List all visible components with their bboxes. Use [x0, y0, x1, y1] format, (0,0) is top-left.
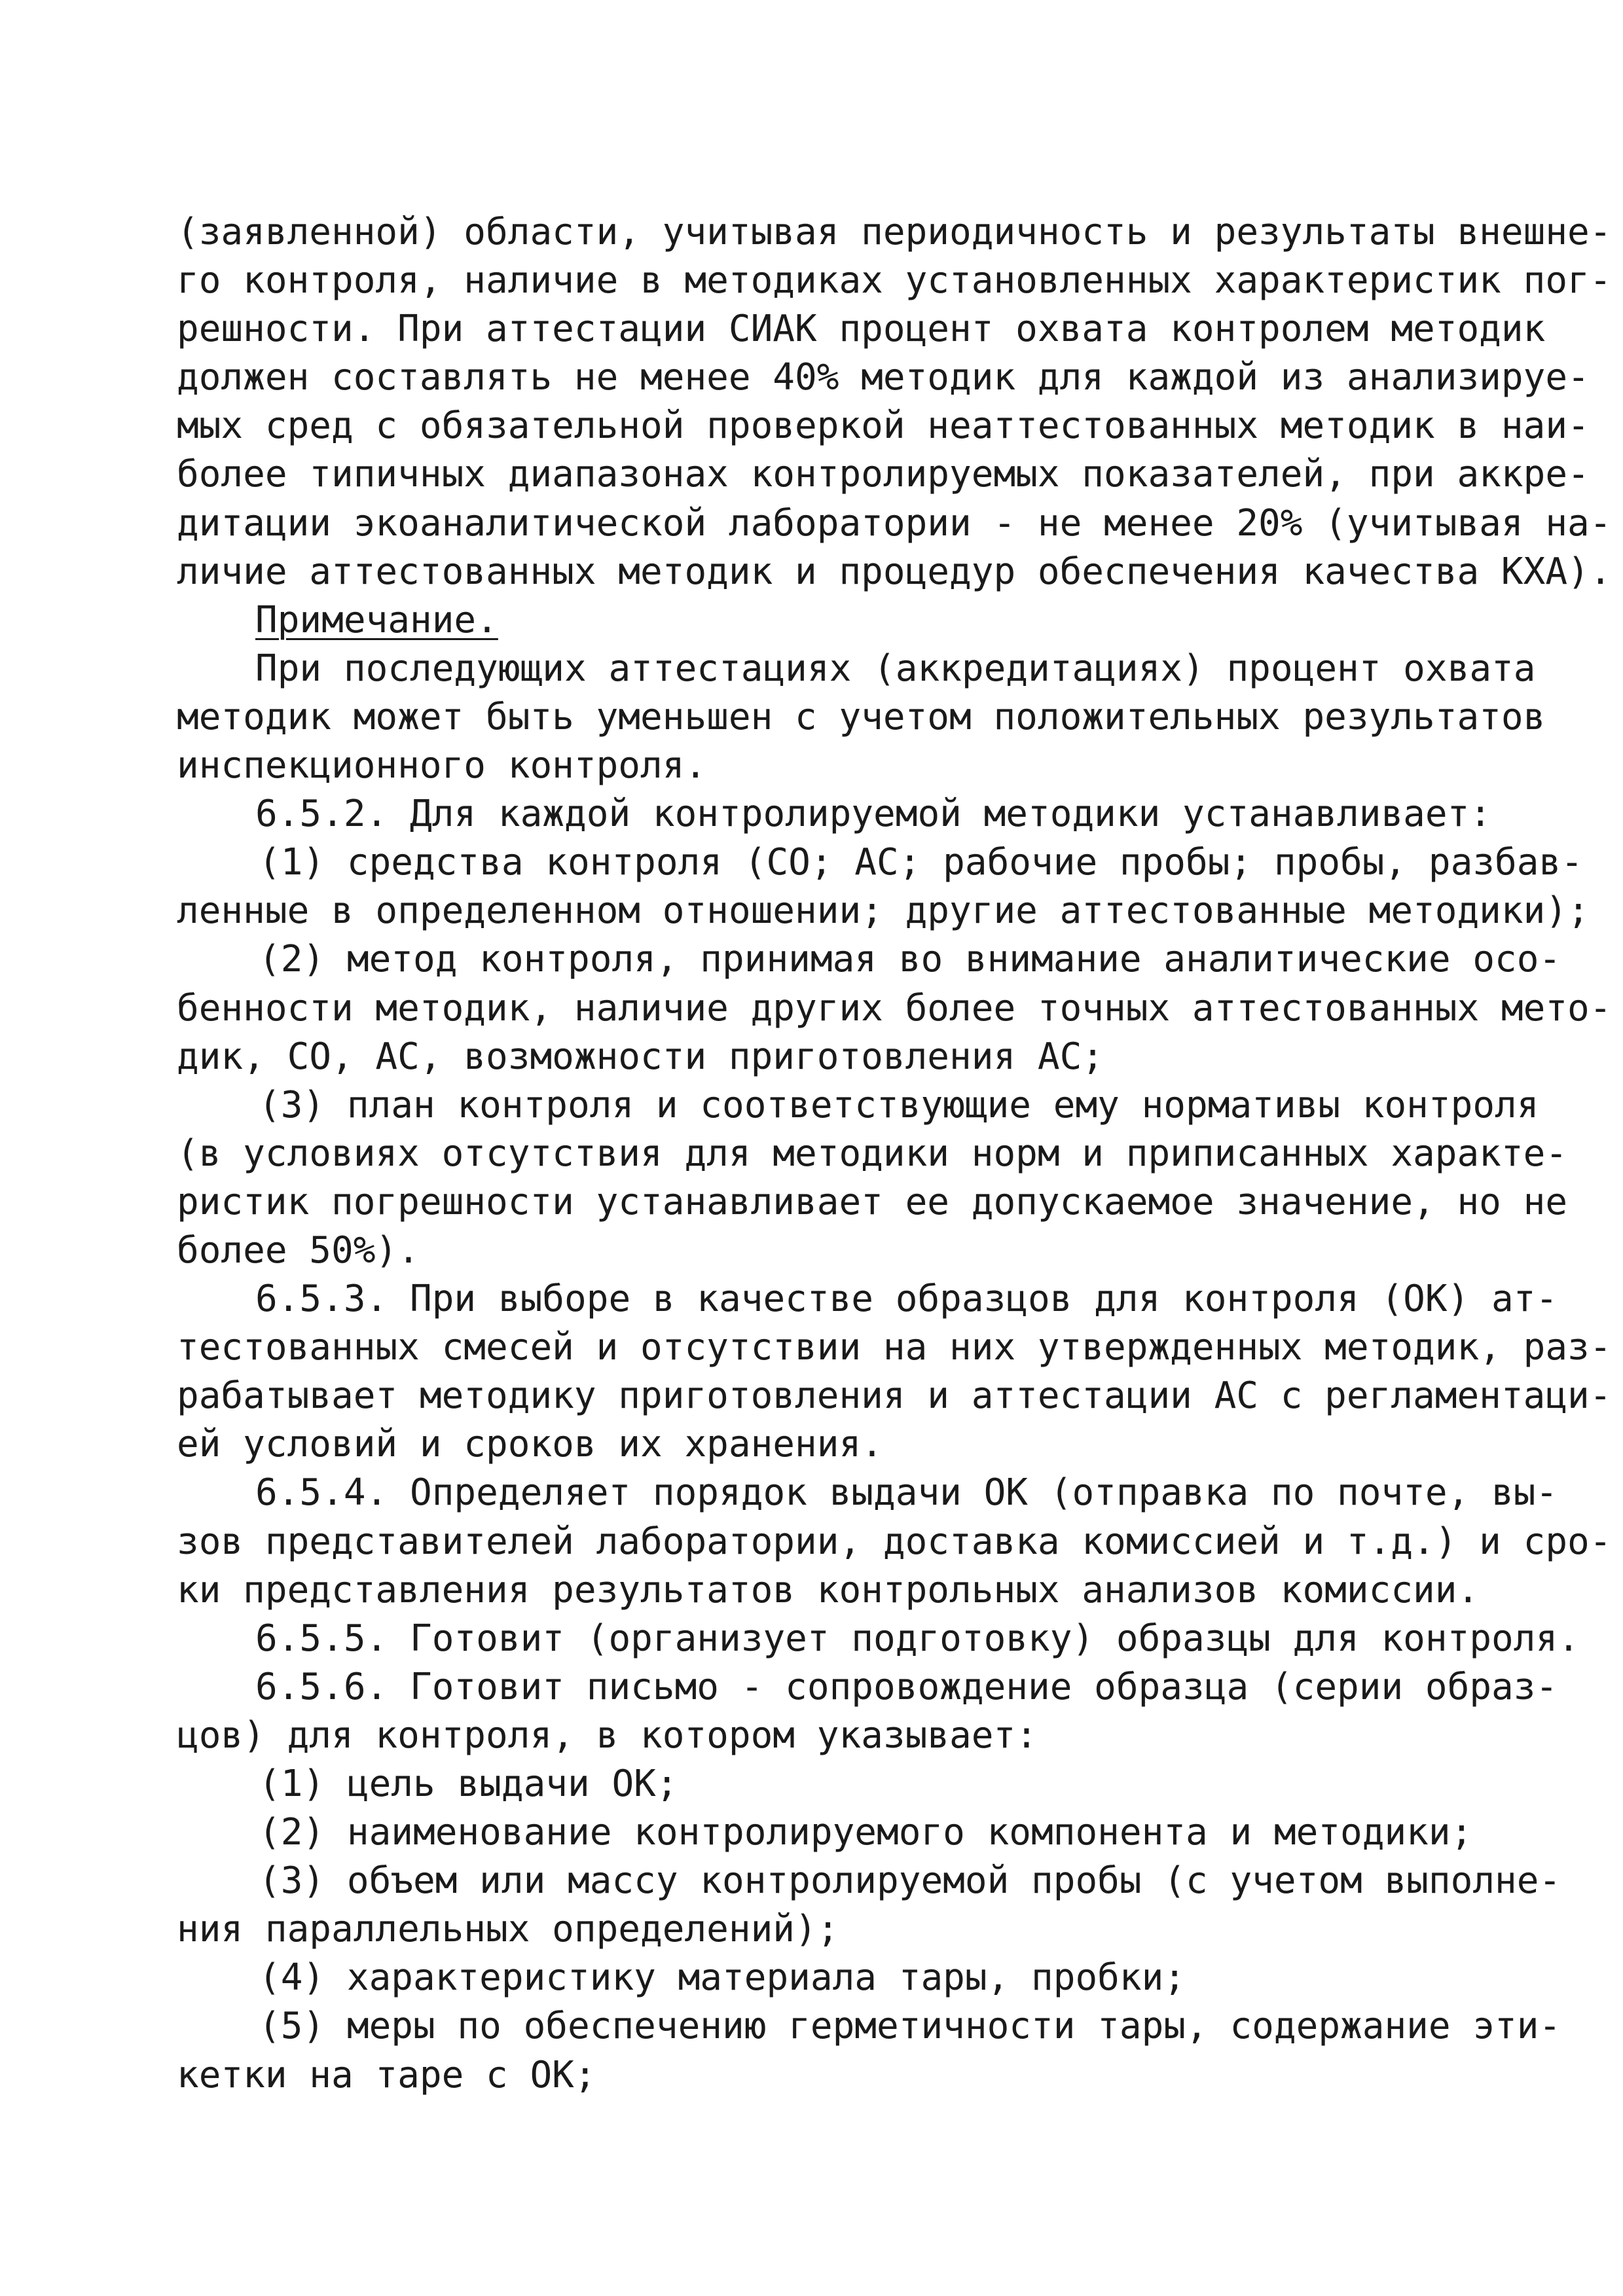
list-item: (1) цель выдачи ОК; — [259, 1763, 678, 1805]
text-line: ки представления результатов контрольных анализов комиссии. — [177, 1568, 1480, 1611]
list-item: (5) меры по обеспечению герметичности тары, содержание эти- — [259, 2005, 1561, 2048]
text-line: (в условиях отсутствия для методики норм и приписанных характе- — [177, 1132, 1568, 1175]
text-line: (заявленной) области, учитывая периодичность и результаты внешне- — [177, 211, 1612, 253]
text-line: тестованных смесей и отсутствии на них утвержденных методик, раз- — [177, 1326, 1612, 1369]
section-heading-6-5-6: 6.5.6. Готовит письмо - сопровождение образца (серии образ- — [255, 1665, 1558, 1708]
section-heading-6-5-2: 6.5.2. Для каждой контролируемой методики устанавливает: — [255, 793, 1492, 836]
note-heading — [177, 596, 1450, 645]
text-line: ленные в определенном отношении; другие аттестованные методики); — [177, 889, 1590, 933]
text-line: более типичных диапазонах контролируемых показателей, при аккре- — [177, 453, 1590, 496]
text-line: (1) средства контроля (СО; АС; рабочие пробы; пробы, разбав- — [259, 841, 1583, 884]
text-line: бенности методик, наличие других более точных аттестованных мето- — [177, 986, 1612, 1030]
text-line: дитации экоаналитической лаборатории - не менее 20% (учитывая на- — [177, 501, 1612, 545]
text-line: мых сред с обязательной проверкой неаттестованных методик в наи- — [177, 404, 1590, 448]
text-line: инспекционного контроля. — [177, 744, 707, 787]
text-line: ристик погрешности устанавливает ее допускаемое значение, но не — [177, 1180, 1568, 1223]
page-text — [177, 208, 1612, 2100]
text-line: дик, СО, АС, возможности приготовления АС; — [177, 1035, 1104, 1078]
text-line: решности. При аттестации СИАК процент охвата контролем методик — [177, 308, 1546, 351]
text-line: рабатывает методику приготовления и аттестации АС с регламентаци- — [177, 1374, 1612, 1418]
text-line: методик может быть уменьшен с учетом положительных результатов — [177, 695, 1546, 738]
text-line: более 50%). — [177, 1229, 420, 1272]
note-heading-text: Примечание. — [255, 598, 498, 641]
list-item: (3) объем или массу контролируемой пробы (с учетом выполне- — [259, 1859, 1561, 1903]
section-heading-6-5-5: 6.5.5. Готовит (организует подготовку) образцы для контроля. — [255, 1617, 1580, 1660]
text-line: зов представителей лаборатории, доставка комиссией и т.д.) и сро- — [177, 1520, 1612, 1563]
list-item: (2) наименование контролируемого компонента и методики; — [259, 1811, 1473, 1854]
section-heading-6-5-3: 6.5.3. При выборе в качестве образцов для контроля (ОК) ат- — [255, 1278, 1558, 1321]
list-item: (4) характеристику материала тары, пробки; — [259, 1956, 1186, 2000]
section-heading-6-5-4: 6.5.4. Определяет порядок выдачи ОК (отправка по почте, вы- — [255, 1471, 1558, 1515]
text-line: (3) план контроля и соответствующие ему нормативы контроля — [259, 1083, 1539, 1126]
text-line: ния параллельных определений); — [177, 1908, 839, 1951]
text-line: ей условий и сроков их хранения. — [177, 1423, 883, 1466]
text-line: (2) метод контроля, принимая во внимание аналитические осо- — [259, 938, 1561, 981]
text-line: должен составлять не менее 40% методик для каждой из анализируе- — [177, 356, 1590, 399]
text-line: При последующих аттестациях (аккредитациях) процент охвата — [255, 647, 1536, 690]
text-line: цов) для контроля, в котором указывает: — [177, 1713, 1038, 1757]
text-line: личие аттестованных методик и процедур обеспечения качества КХА). — [177, 550, 1612, 593]
text-line: го контроля, наличие в методиках установленных характеристик пог- — [177, 259, 1612, 302]
text-line: кетки на таре с ОК; — [177, 2053, 596, 2096]
